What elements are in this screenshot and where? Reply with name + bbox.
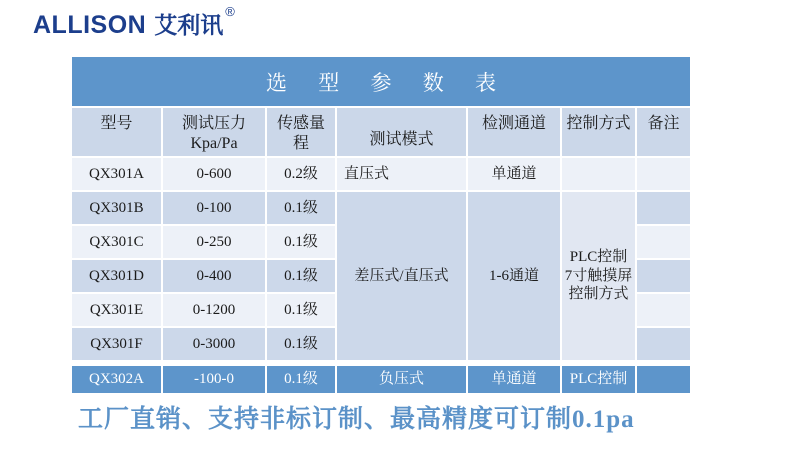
cell-pressure: 0-250 xyxy=(163,226,265,258)
cell-pressure: -100-0 xyxy=(163,366,265,393)
control-line2: 7寸触摸屏 xyxy=(564,267,633,284)
cell-remarks-empty xyxy=(637,158,690,190)
cell-model: QX301B xyxy=(72,192,161,224)
control-line3: 控制方式 xyxy=(568,286,629,303)
col-header-pressure-line1: 测试压力 xyxy=(181,115,246,132)
cell-model: QX302A xyxy=(72,366,161,393)
cell-model: QX301A xyxy=(72,158,161,190)
col-header-pressure xyxy=(163,108,265,156)
spec-grid xyxy=(72,108,690,393)
cell-range: 0.2级 xyxy=(267,158,335,190)
col-header-channels: 检测通道 xyxy=(468,108,560,156)
control-line1: PLC控制 xyxy=(569,248,628,265)
col-header-pressure-line2: Kpa/Pa xyxy=(190,135,238,152)
cell-test-mode: 直压式 xyxy=(337,158,466,190)
col-header-model: 型号 xyxy=(72,108,161,156)
cell-remarks-empty xyxy=(637,366,690,393)
cell-channels: 单通道 xyxy=(468,158,560,190)
merged-cell-test-mode: 差压式/直压式 xyxy=(337,192,466,360)
brand-name-en: ALLISON xyxy=(33,11,147,39)
cell-range: 0.1级 xyxy=(267,294,335,326)
cell-range: 0.1级 xyxy=(267,226,335,258)
cell-range: 0.1级 xyxy=(267,366,335,393)
brand-logo xyxy=(33,4,235,40)
col-header-remarks: 备注 xyxy=(637,108,690,156)
cell-remarks-empty xyxy=(637,260,690,292)
table-title: 选 型 参 数 表 xyxy=(72,57,690,106)
merged-cell-control xyxy=(562,192,635,360)
cell-pressure: 0-1200 xyxy=(163,294,265,326)
cell-range: 0.1级 xyxy=(267,260,335,292)
spec-table xyxy=(72,57,690,393)
merged-cell-channels: 1-6通道 xyxy=(468,192,560,360)
cell-range: 0.1级 xyxy=(267,192,335,224)
cell-model: QX301D xyxy=(72,260,161,292)
col-header-sensor-range: 传感量程 xyxy=(267,108,335,156)
cell-test-mode: 负压式 xyxy=(337,366,466,393)
col-header-test-mode: 测试模式 xyxy=(337,108,466,156)
cell-control-empty xyxy=(562,158,635,190)
cell-remarks-empty xyxy=(637,226,690,258)
cell-remarks-empty xyxy=(637,328,690,360)
cell-pressure: 0-400 xyxy=(163,260,265,292)
cell-channels: 单通道 xyxy=(468,366,560,393)
cell-pressure: 0-3000 xyxy=(163,328,265,360)
col-header-control: 控制方式 xyxy=(562,108,635,156)
factory-tagline: 工厂直销、支持非标订制、最高精度可订制0.1pa xyxy=(78,406,635,433)
cell-range: 0.1级 xyxy=(267,328,335,360)
cell-model: QX301F xyxy=(72,328,161,360)
cell-remarks-empty xyxy=(637,192,690,224)
cell-pressure: 0-600 xyxy=(163,158,265,190)
brand-name-cn: 艾利讯 xyxy=(154,12,224,38)
cell-model: QX301E xyxy=(72,294,161,326)
cell-remarks-empty xyxy=(637,294,690,326)
registered-trademark-icon: ® xyxy=(225,4,235,19)
cell-model: QX301C xyxy=(72,226,161,258)
cell-control: PLC控制 xyxy=(562,366,635,393)
cell-pressure: 0-100 xyxy=(163,192,265,224)
